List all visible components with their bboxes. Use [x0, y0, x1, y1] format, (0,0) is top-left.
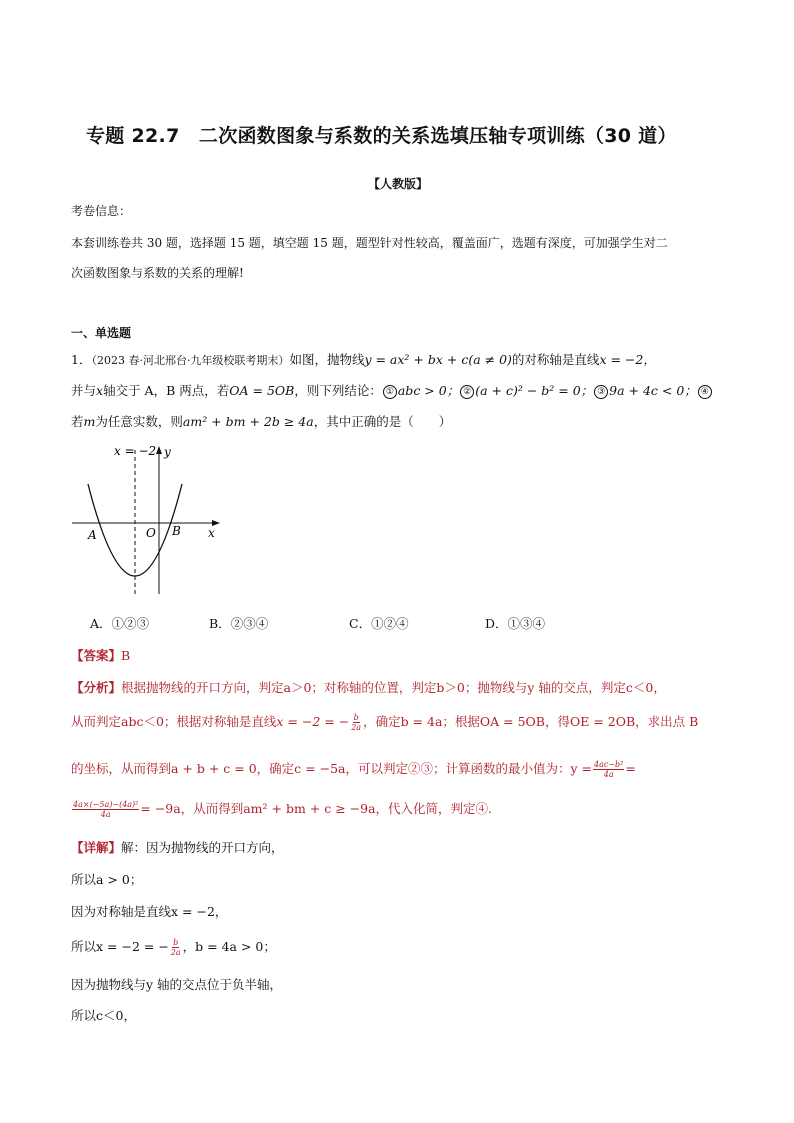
fraction-denominator: 4a — [100, 810, 111, 819]
detail-tag: 【详解】 — [71, 840, 122, 855]
parabola-equation: y = ax² + bx + c(a ≠ 0) — [364, 352, 512, 367]
text-fragment: 轴交于 A，B 两点，若 — [103, 383, 230, 398]
option-c[interactable] — [349, 614, 409, 632]
fraction-min-value — [593, 760, 624, 779]
option-b[interactable] — [209, 614, 268, 632]
conclusion-2: (a + c)² − b² = 0； — [475, 383, 594, 398]
detail-line-2: 所以a > 0； — [71, 872, 143, 887]
y-axis-arrow — [156, 446, 162, 454]
point-a-label: A — [88, 528, 97, 542]
option-letter: D． — [485, 616, 508, 631]
analysis-text: 根据抛物线的开口方向，判定a＞0；对称轴的位置，判定b＞0；抛物线与y 轴的交点，判定c＜0， — [121, 680, 666, 695]
answer-value: B — [121, 648, 131, 663]
math-oa-ob: OA = 5OB — [229, 383, 295, 398]
question-line-2 — [71, 381, 713, 399]
info-line-2: 次函数图象与系数的关系的理解! — [71, 266, 244, 280]
fraction-substituted — [72, 800, 139, 819]
info-label: 考卷信息： — [71, 204, 132, 218]
fraction-denominator: 2a — [170, 948, 181, 957]
option-value: ②③④ — [230, 616, 269, 631]
question-text: 如图，抛物线 — [289, 352, 365, 367]
analysis-tag: 【分析】 — [71, 680, 122, 695]
question-line-1 — [71, 350, 656, 368]
fraction-numerator: 4a×(−5a)−(4a)² — [73, 800, 139, 809]
detail-text: 解：因为抛物线的开口方向， — [121, 840, 284, 855]
analysis-text: 的坐标，从而得到a + b + c = 0，确定c = −5a，可以判定②③；计算函数的最小值为：y = — [71, 761, 592, 776]
fraction-numerator: b — [353, 713, 359, 722]
circled-number-3: ③ — [594, 385, 608, 399]
point-b-label: B — [172, 524, 181, 538]
conclusion-4: am² + bm + 2b ≥ 4a — [182, 414, 314, 429]
detail-line-4 — [71, 937, 276, 957]
analysis-line-4 — [71, 799, 492, 819]
circled-number-2: ② — [460, 385, 474, 399]
text-fragment: ，其中正确的是（ ） — [313, 414, 452, 429]
question-line-3 — [71, 412, 451, 430]
question-number: 1． — [71, 352, 92, 367]
analysis-text: 从而判定abc＜0；根据对称轴是直线 — [71, 714, 277, 729]
question-text-2: 的对称轴是直线 — [511, 352, 600, 367]
x-axis-label: x — [208, 526, 215, 540]
conclusion-1: abc > 0； — [397, 383, 460, 398]
detail-line-3: 因为对称轴是直线x = −2， — [71, 904, 228, 919]
parabola-figure — [66, 436, 236, 598]
option-value: ①②③ — [111, 616, 150, 631]
fraction-numerator: 4ac−b² — [593, 760, 624, 769]
option-value: ①③④ — [507, 616, 546, 631]
circled-number-4: ④ — [698, 385, 712, 399]
analysis-math: x = −2 = − — [276, 714, 350, 729]
origin-label: O — [146, 526, 156, 540]
option-value: ①②④ — [371, 616, 409, 631]
fraction-b-over-2a — [350, 713, 362, 732]
option-letter: A． — [90, 616, 112, 631]
analysis-line-3 — [71, 759, 636, 779]
analysis-line-1 — [71, 678, 666, 696]
detail-text: ，b = 4a > 0； — [182, 939, 276, 954]
text-fragment: 若 — [71, 414, 84, 429]
question-source: （2023 春·河北邢台·九年级校联考期末） — [91, 354, 290, 367]
fraction-denominator: 4a — [603, 770, 614, 779]
answer-tag: 【答案】 — [71, 648, 122, 663]
fraction-b-over-2a — [170, 938, 182, 957]
conclusion-3: 9a + 4c < 0； — [609, 383, 697, 398]
edition-label: 【人教版】 — [368, 177, 429, 191]
detail-text: 所以x = −2 = − — [71, 939, 169, 954]
section-heading: 一、单选题 — [71, 326, 132, 340]
fraction-numerator: b — [173, 938, 179, 947]
text-fragment: ，则下列结论： — [294, 383, 382, 398]
detail-line-1 — [71, 838, 284, 856]
detail-line-6: 所以c＜0， — [71, 1008, 136, 1023]
fraction-denominator: 2a — [351, 723, 362, 732]
math-m: m — [83, 414, 96, 429]
info-line-1: 本套训练卷共 30 题，选择题 15 题，填空题 15 题，题型针对性较高，覆盖面广，选题有深度，可加强学生对二 — [71, 236, 668, 250]
analysis-line-2 — [71, 712, 698, 732]
text-fragment: 并与 — [71, 383, 97, 398]
answer-line — [71, 646, 130, 664]
option-letter: C． — [349, 616, 372, 631]
option-letter: B． — [209, 616, 231, 631]
symmetry-label: x = −2 — [114, 444, 157, 458]
option-d[interactable] — [485, 614, 545, 632]
detail-line-5: 因为抛物线与y 轴的交点位于负半轴， — [71, 977, 283, 992]
page-title: 专题 22.7 二次函数图象与系数的关系选填压轴专项训练（30 道） — [86, 125, 677, 147]
option-a[interactable] — [90, 614, 149, 632]
math-x: x — [96, 383, 104, 398]
analysis-text: = −9a，从而得到am² + bm + c ≥ −9a，代入化简，判定④. — [140, 801, 493, 816]
axis-equation: x = −2， — [599, 352, 656, 367]
analysis-text: ，确定b = 4a；根据OA = 5OB，得OE = 2OB，求出点 B — [363, 714, 699, 729]
circled-number-1: ① — [383, 385, 397, 399]
analysis-text: = — [625, 761, 636, 776]
text-fragment: 为任意实数，则 — [95, 414, 183, 429]
y-axis-label: y — [164, 445, 171, 459]
